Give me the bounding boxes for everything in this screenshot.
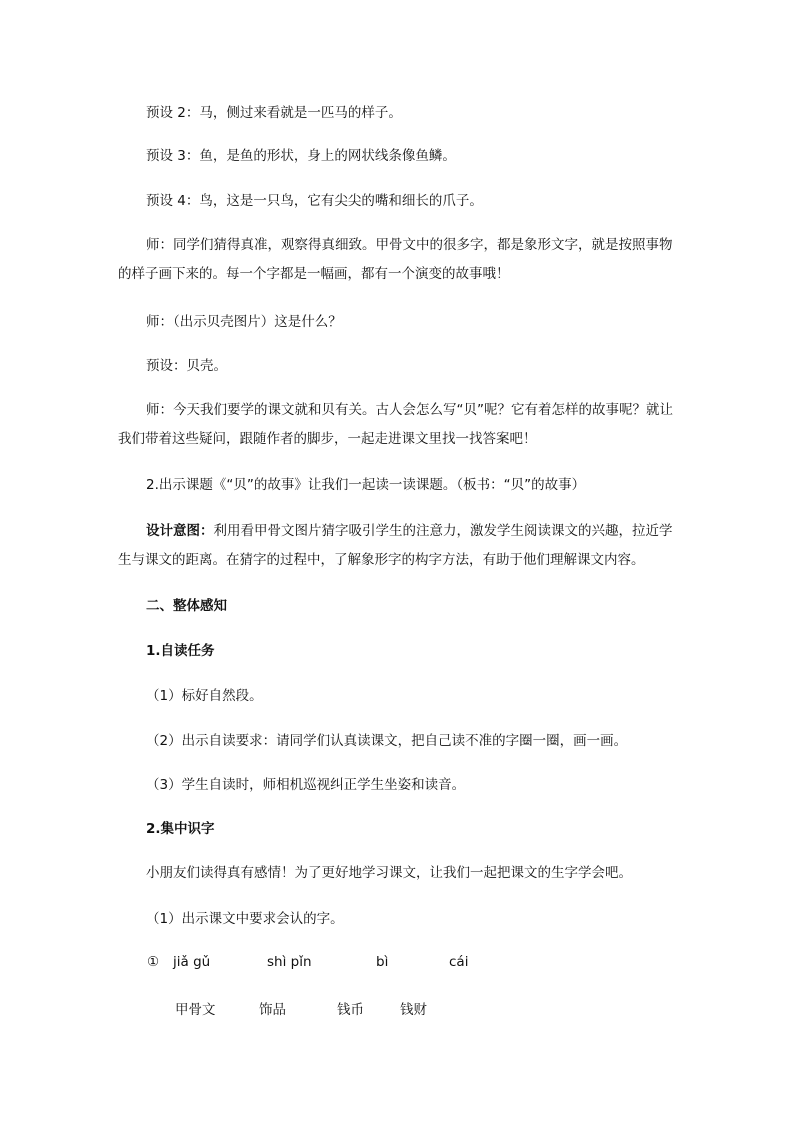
self-reading-item-1: （1）标好自然段。 [146,688,263,704]
subsection-title-character-learning: 2.集中识字 [146,821,215,837]
section-title-overall: 二、整体感知 [146,598,227,614]
pinyin-cai: cái [449,954,469,970]
design-intent-label: 设计意图： [146,523,214,539]
word-qianbi: 钱币 [337,1002,364,1018]
self-reading-item-3: （3）学生自读时，师相机巡视纠正学生坐姿和读音。 [146,777,466,793]
paragraph-preset-shell: 预设：贝壳。 [146,358,227,374]
word-qiancai: 钱财 [400,1002,427,1018]
pinyin-shipin: shì pǐn [267,954,312,970]
paragraph-teacher-3: 师：今天我们要学的课文就和贝有关。古人会怎么写“贝”呢？它有着怎样的故事呢？就让我们带着这些疑问，跟随作者的脚步，一起走进课文里找一找答案吧！ [118,402,673,447]
paragraph-teacher-2: 师：（出示贝壳图片）这是什么？ [146,314,342,330]
paragraph-preset-3: 预设 3：鱼，是鱼的形状，身上的网状线条像鱼鳞。 [146,148,456,164]
paragraph-preset-4: 预设 4：鸟，这是一只鸟，它有尖尖的嘴和细长的爪子。 [146,193,483,209]
paragraph-title-intro: 2.出示课题《“贝”的故事》让我们一起读一读课题。（板书：“贝”的故事） [146,477,586,493]
pinyin-bi: bì [376,954,389,970]
paragraph-preset-2: 预设 2：马，侧过来看就是一匹马的样子。 [146,105,402,121]
design-intent [118,517,678,575]
character-learning-item-1: （1）出示课文中要求会认的字。 [146,911,344,927]
self-reading-item-2: （2）出示自读要求：请同学们认真读课文，把自己读不准的字圈一圈，画一画。 [146,733,628,749]
word-shipin: 饰品 [259,1002,286,1018]
subsection-title-self-reading: 1.自读任务 [146,643,215,659]
design-intent-text: 利用看甲骨文图片猜字吸引学生的注意力，激发学生阅读课文的兴趣，拉近学生与课文的距离。在猜字的过程中，了解象形字的构字方法，有助于他们理解课文内容。 [118,523,673,568]
character-learning-intro: 小朋友们读得真有感情！为了更好地学习课文，让我们一起把课文的生字学会吧。 [146,865,632,881]
paragraph-teacher-1: 师：同学们猜得真准，观察得真细致。甲骨文中的很多字，都是象形文字，就是按照事物的样子画下来的。每一个字都是一幅画，都有一个演变的故事哦！ [118,237,673,282]
word-jiaguwen: 甲骨文 [175,1002,216,1018]
pinyin-jiagu: jiǎ gǔ [173,954,211,970]
item-marker: ① [147,954,160,970]
